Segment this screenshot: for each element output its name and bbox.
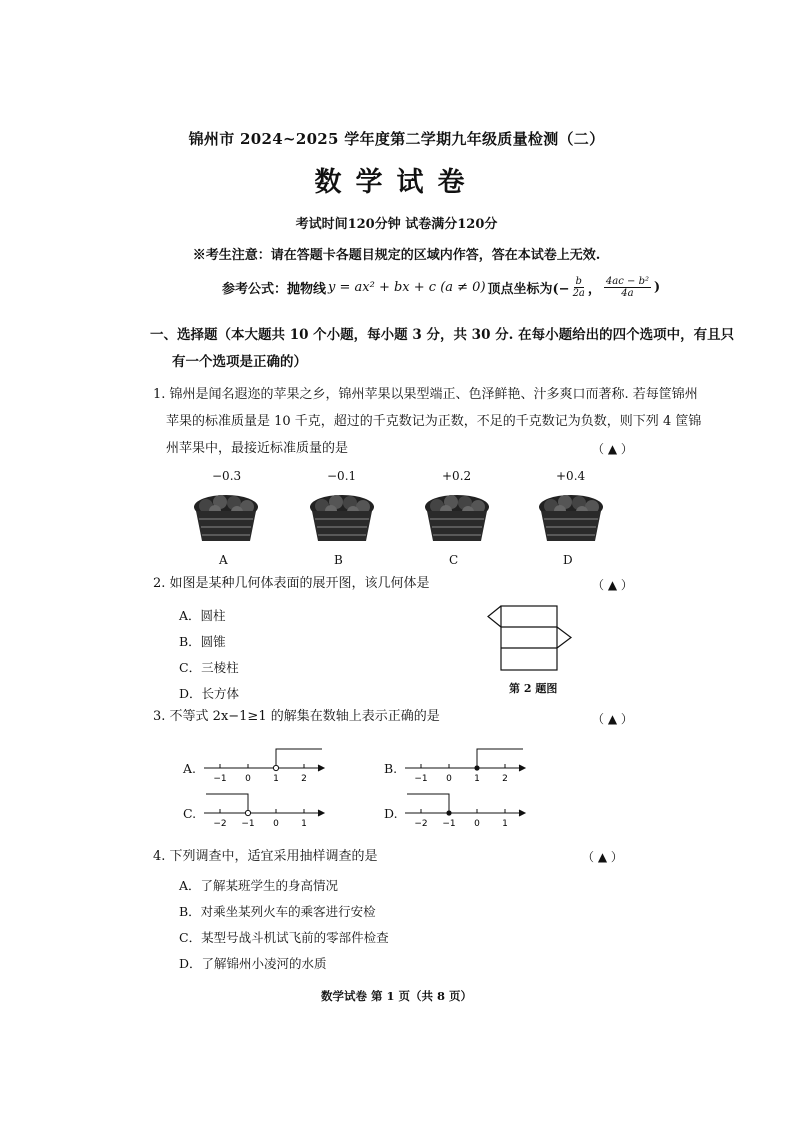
formula-mid: 顶点坐标为(− xyxy=(487,282,570,297)
axis-tick-label: −2 xyxy=(414,819,428,829)
exam-notice: ※考生注意：请在答题卡各题目规定的区域内作答，答在本试卷上无效. xyxy=(192,248,601,263)
formula-end: ) xyxy=(653,280,661,295)
section-heading-line2: 有一个选项是正确的） xyxy=(172,354,307,370)
page-footer: 数学试卷 第 1 页（共 8 页） xyxy=(320,989,473,1003)
q4-option-a: A．了解某班学生的身高情况 xyxy=(179,878,339,893)
q4-option-b: B．对乘坐某列火车的乘客进行安检 xyxy=(179,904,376,919)
axis-tick-label: 2 xyxy=(301,774,307,784)
axis-tick-label: −1 xyxy=(414,774,428,784)
q2-answer-mark: （ ▲ ） xyxy=(592,578,633,592)
fraction-numerator: 4ac − b² xyxy=(605,276,649,287)
q1-option-c: C xyxy=(449,553,459,567)
apple-basket-image-b xyxy=(306,493,378,545)
q3-option-b-label: B. xyxy=(384,761,398,776)
q1-option-d: D xyxy=(563,553,573,567)
axis-tick-label: 1 xyxy=(273,774,279,784)
q2-stem: 2. 如图是某种几何体表面的展开图，该几何体是 xyxy=(153,576,430,591)
q3-answer-mark: （ ▲ ） xyxy=(592,712,633,726)
q4-option-c: C．某型号战斗机试飞前的零部件检查 xyxy=(179,930,389,945)
q1-line1: 1. 锦州是闻名遐迩的苹果之乡，锦州苹果以果型端正、色泽鲜艳、汁多爽口而著称. 若每筐锦州 xyxy=(153,387,698,402)
q2-figure-caption: 第 2 题图 xyxy=(509,682,558,695)
q1-answer-mark: （ ▲ ） xyxy=(592,442,633,456)
formula-separator: ， xyxy=(587,282,601,297)
fraction-numerator: b xyxy=(575,276,582,287)
q4-answer-mark: （ ▲ ） xyxy=(582,850,623,864)
axis-tick-label: −1 xyxy=(442,819,456,829)
q1-option-a: A xyxy=(219,553,228,567)
q2-option-a: A．圆柱 xyxy=(179,608,226,623)
fraction-denominator: 2a xyxy=(572,288,585,299)
apple-basket-image-a xyxy=(190,493,262,545)
axis-tick-label: −1 xyxy=(241,819,255,829)
q1-value-d: +0.4 xyxy=(556,469,586,483)
axis-tick-label: 1 xyxy=(301,819,307,829)
q3-number-line-d xyxy=(403,789,531,829)
axis-tick-label: 0 xyxy=(273,819,279,829)
formula-fraction-1 xyxy=(573,276,585,299)
axis-tick-label: 2 xyxy=(502,774,508,784)
q3-number-line-b xyxy=(403,744,531,784)
axis-tick-label: −2 xyxy=(213,819,227,829)
q2-option-d: D．长方体 xyxy=(179,686,240,701)
q1-value-c: +0.2 xyxy=(442,469,472,483)
fraction-denominator: 4a xyxy=(621,288,634,299)
axis-tick-label: 0 xyxy=(245,774,251,784)
formula-prefix: 参考公式：抛物线 xyxy=(222,282,327,297)
section-heading-line1: 一、选择题（本大题共 10 个小题，每小题 3 分，共 30 分. 在每小题给出的四个选项中，有且只 xyxy=(150,327,735,343)
q3-stem: 3. 不等式 2x−1≥1 的解集在数轴上表示正确的是 xyxy=(153,709,440,724)
reference-formula xyxy=(222,276,660,299)
page-title: 数学试卷 xyxy=(314,167,479,198)
axis-tick-label: 1 xyxy=(474,774,480,784)
q2-option-c: C．三棱柱 xyxy=(179,660,239,675)
apple-basket-image-c xyxy=(421,493,493,545)
axis-tick-label: 1 xyxy=(502,819,508,829)
formula-fraction-2 xyxy=(604,276,651,299)
q4-stem: 4. 下列调查中，适宜采用抽样调查的是 xyxy=(153,849,378,864)
q1-option-b: B xyxy=(334,553,343,567)
formula-equation: y = ax² + bx + c (a ≠ 0) xyxy=(328,280,486,295)
exam-subtitle: 锦州市 2024~2025 学年度第二学期九年级质量检测（二） xyxy=(188,130,605,148)
q2-net-diagram xyxy=(485,602,577,674)
q3-option-c-label: C. xyxy=(183,806,197,821)
exam-info: 考试时间120分钟 试卷满分120分 xyxy=(295,217,498,232)
apple-basket-image-d xyxy=(535,493,607,545)
q3-number-line-a xyxy=(202,744,330,784)
q1-value-a: −0.3 xyxy=(212,469,242,483)
axis-tick-label: 0 xyxy=(446,774,452,784)
q3-number-line-c xyxy=(202,789,330,829)
q1-value-b: −0.1 xyxy=(327,469,357,483)
q3-option-a-label: A. xyxy=(183,761,197,776)
q1-line2: 苹果的标准质量是 10 千克，超过的千克数记为正数，不足的千克数记为负数，则下列 4 筐锦 xyxy=(166,414,702,429)
q4-option-d: D．了解锦州小凌河的水质 xyxy=(179,956,327,971)
axis-tick-label: −1 xyxy=(213,774,227,784)
q2-option-b: B．圆锥 xyxy=(179,634,226,649)
axis-tick-label: 0 xyxy=(474,819,480,829)
q1-line3: 州苹果中，最接近标准质量的是 xyxy=(166,441,349,456)
q3-option-d-label: D. xyxy=(384,806,398,821)
